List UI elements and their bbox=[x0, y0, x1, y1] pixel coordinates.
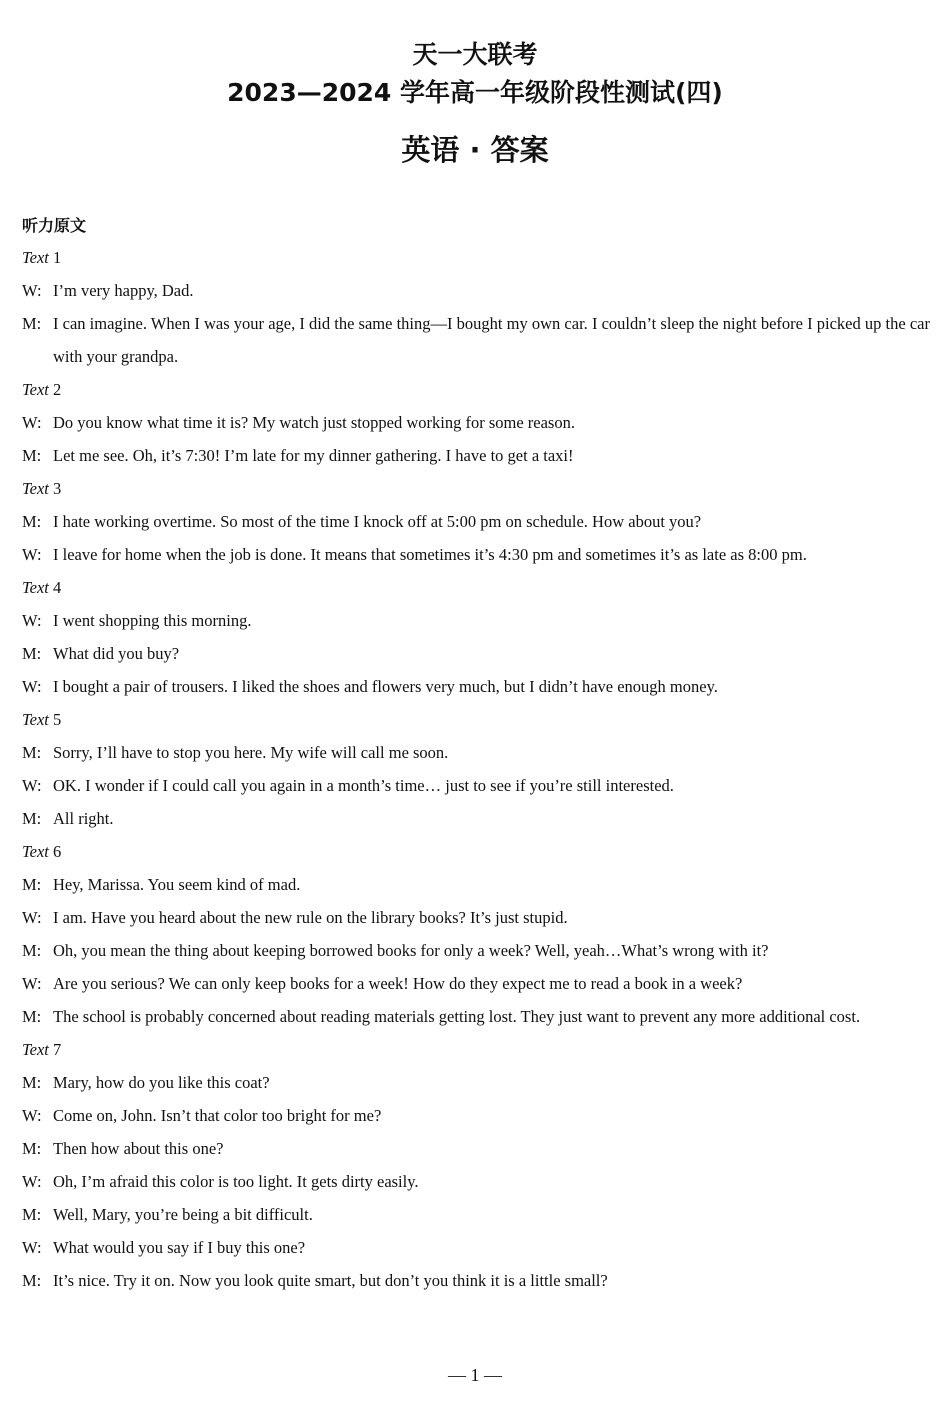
text-label bbox=[22, 571, 930, 604]
speaker-label: M: bbox=[22, 446, 42, 465]
text-label bbox=[22, 703, 930, 736]
utterance-text: The school is probably concerned about reading materials getting lost. They just want to prevent any more additional cost. bbox=[53, 1007, 861, 1026]
dialogue-line bbox=[22, 406, 930, 439]
utterance-text: What did you buy? bbox=[53, 644, 180, 663]
speaker-label: W: bbox=[22, 776, 42, 795]
dialogue-line bbox=[22, 967, 930, 1000]
speaker-label: W: bbox=[22, 1172, 42, 1191]
dialogue-line bbox=[22, 439, 930, 472]
speaker-label: W: bbox=[22, 1106, 42, 1125]
page-number: — 1 — bbox=[448, 1365, 502, 1385]
speaker-label: M: bbox=[22, 809, 42, 828]
text-label-word: Text bbox=[22, 248, 49, 267]
utterance-text: Mary, how do you like this coat? bbox=[53, 1073, 270, 1092]
speaker-label: M: bbox=[22, 941, 42, 960]
dialogue-line bbox=[22, 505, 930, 538]
dialogue-line bbox=[22, 901, 930, 934]
dialogue-line bbox=[22, 736, 930, 769]
utterance-text: It’s nice. Try it on. Now you look quite smart, but don’t you think it is a little small? bbox=[53, 1271, 608, 1290]
text-label-word: Text bbox=[22, 578, 49, 597]
listening-transcript bbox=[22, 241, 930, 1297]
speaker-label: M: bbox=[22, 1139, 42, 1158]
utterance-text: Do you know what time it is? My watch just stopped working for some reason. bbox=[53, 413, 575, 432]
text-label-word: Text bbox=[22, 842, 49, 861]
text-label bbox=[22, 241, 930, 274]
utterance-text: Let me see. Oh, it’s 7:30! I’m late for my dinner gathering. I have to get a taxi! bbox=[53, 446, 574, 465]
text-label-word: Text bbox=[22, 1040, 49, 1059]
utterance-text: What would you say if I buy this one? bbox=[53, 1238, 306, 1257]
dialogue-line bbox=[22, 670, 930, 703]
dialogue-line bbox=[22, 538, 930, 571]
speaker-label: W: bbox=[22, 1238, 42, 1257]
text-label-number: 7 bbox=[48, 1040, 62, 1059]
utterance-text: I hate working overtime. So most of the time I knock off at 5:00 pm on schedule. How about you? bbox=[53, 512, 702, 531]
speaker-label: M: bbox=[22, 1007, 42, 1026]
speaker-label: W: bbox=[22, 545, 42, 564]
speaker-label: W: bbox=[22, 413, 42, 432]
utterance-text: Are you serious? We can only keep books for a week! How do they expect me to read a book in a week? bbox=[53, 974, 743, 993]
dialogue-line bbox=[22, 637, 930, 670]
dialogue-line bbox=[22, 1132, 930, 1165]
dialogue-line bbox=[22, 274, 930, 307]
text-label-word: Text bbox=[22, 710, 49, 729]
utterance-text: Oh, you mean the thing about keeping borrowed books for only a week? Well, yeah…What’s wrong with it? bbox=[53, 941, 769, 960]
speaker-label: W: bbox=[22, 611, 42, 630]
document-header bbox=[0, 38, 950, 170]
speaker-label: M: bbox=[22, 644, 42, 663]
dialogue-line bbox=[22, 307, 930, 373]
text-label-word: Text bbox=[22, 380, 49, 399]
dialogue-line bbox=[22, 1000, 930, 1033]
text-label-word: Text bbox=[22, 479, 49, 498]
speaker-label: M: bbox=[22, 1205, 42, 1224]
speaker-label: M: bbox=[22, 512, 42, 531]
speaker-label: M: bbox=[22, 1271, 42, 1290]
text-label bbox=[22, 472, 930, 505]
utterance-text: Then how about this one? bbox=[53, 1139, 224, 1158]
dialogue-line bbox=[22, 769, 930, 802]
text-label bbox=[22, 1033, 930, 1066]
exam-title: 2023—2024 学年高一年级阶段性测试(四) bbox=[227, 78, 723, 107]
utterance-text: I am. Have you heard about the new rule on the library books? It’s just stupid. bbox=[53, 908, 568, 927]
utterance-text: Come on, John. Isn’t that color too bright for me? bbox=[53, 1106, 382, 1125]
dialogue-line bbox=[22, 802, 930, 835]
text-label-number: 5 bbox=[48, 710, 62, 729]
text-label-number: 6 bbox=[48, 842, 62, 861]
text-label-number: 4 bbox=[48, 578, 62, 597]
utterance-text: Sorry, I’ll have to stop you here. My wife will call me soon. bbox=[53, 743, 449, 762]
organization-title: 天一大联考 bbox=[412, 40, 538, 69]
dialogue-line bbox=[22, 1198, 930, 1231]
dialogue-line bbox=[22, 1231, 930, 1264]
document-body bbox=[22, 211, 930, 1297]
dialogue-line bbox=[22, 1264, 930, 1297]
text-label bbox=[22, 373, 930, 406]
utterance-text: I bought a pair of trousers. I liked the shoes and flowers very much, but I didn’t have enough money. bbox=[53, 677, 718, 696]
text-label-number: 1 bbox=[48, 248, 62, 267]
utterance-text: I leave for home when the job is done. It means that sometimes it’s 4:30 pm and sometimes it’s as late as 8:00 pm. bbox=[53, 545, 807, 564]
utterance-text: OK. I wonder if I could call you again in a month’s time… just to see if you’re still interested. bbox=[53, 776, 674, 795]
utterance-text: Oh, I’m afraid this color is too light. It gets dirty easily. bbox=[53, 1172, 419, 1191]
section-title: 听力原文 bbox=[22, 216, 87, 235]
dialogue-line bbox=[22, 604, 930, 637]
text-label-number: 2 bbox=[48, 380, 62, 399]
speaker-label: M: bbox=[22, 1073, 42, 1092]
dialogue-line bbox=[22, 934, 930, 967]
text-label bbox=[22, 835, 930, 868]
utterance-text: Hey, Marissa. You seem kind of mad. bbox=[53, 875, 301, 894]
speaker-label: W: bbox=[22, 974, 42, 993]
speaker-label: M: bbox=[22, 743, 42, 762]
dialogue-line bbox=[22, 1066, 930, 1099]
utterance-text: I can imagine. When I was your age, I did the same thing—I bought my own car. I couldn’t sleep the night before I picked up the car with your grandpa. bbox=[53, 314, 930, 366]
utterance-text: Well, Mary, you’re being a bit difficult. bbox=[53, 1205, 313, 1224]
speaker-label: W: bbox=[22, 908, 42, 927]
utterance-text: I went shopping this morning. bbox=[53, 611, 252, 630]
speaker-label: M: bbox=[22, 875, 42, 894]
speaker-label: M: bbox=[22, 314, 42, 333]
subject-title: 英语 · 答案 bbox=[401, 133, 549, 167]
dialogue-line bbox=[22, 1165, 930, 1198]
speaker-label: W: bbox=[22, 281, 42, 300]
utterance-text: I’m very happy, Dad. bbox=[53, 281, 194, 300]
utterance-text: All right. bbox=[53, 809, 114, 828]
speaker-label: W: bbox=[22, 677, 42, 696]
dialogue-line bbox=[22, 1099, 930, 1132]
dialogue-line bbox=[22, 868, 930, 901]
text-label-number: 3 bbox=[48, 479, 62, 498]
